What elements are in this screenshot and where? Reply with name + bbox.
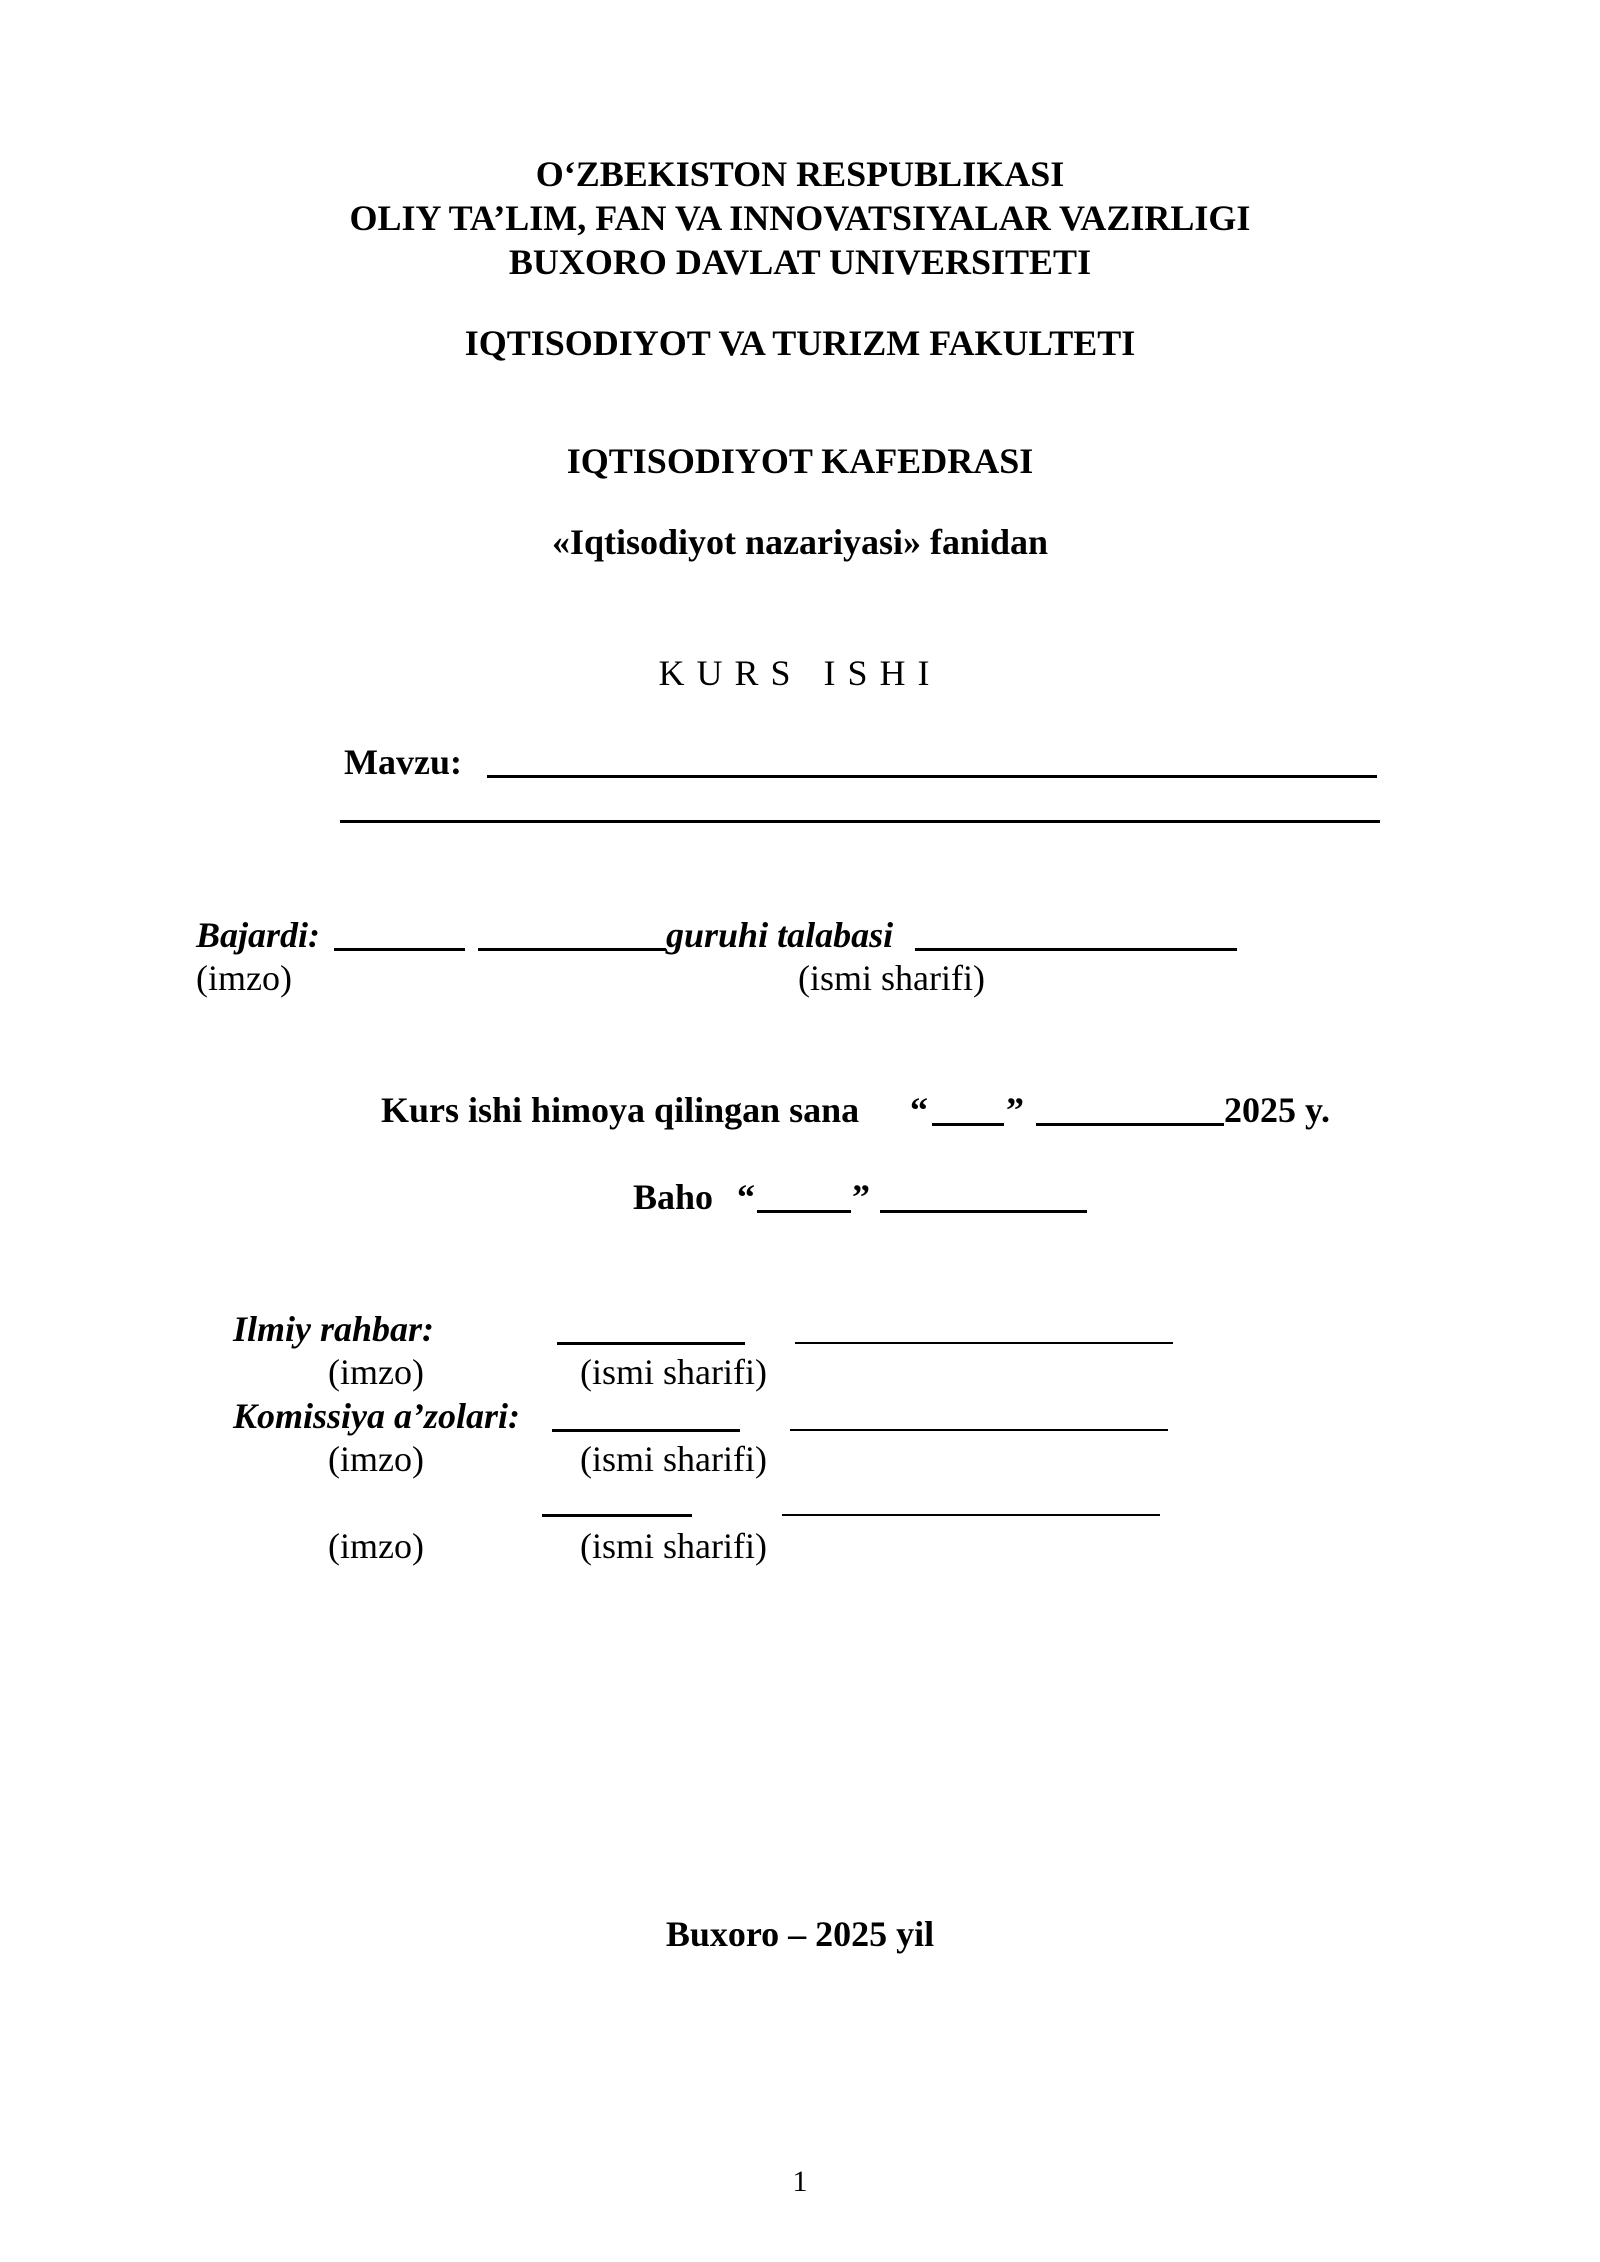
department-title: IQTISODIYOT KAFEDRASI bbox=[566, 441, 1034, 481]
commission-1-imzo-caption: (imzo) bbox=[328, 1439, 424, 1479]
subject-line: «Iqtisodiyot nazariyasi» fanidan bbox=[551, 522, 1049, 562]
supervisor-imzo-caption: (imzo) bbox=[328, 1352, 424, 1392]
document-type: KURS ISHI bbox=[658, 653, 942, 693]
defense-month-line bbox=[1036, 1123, 1224, 1126]
performer-imzo-caption: (imzo) bbox=[196, 958, 292, 998]
defense-day-line bbox=[932, 1123, 1004, 1126]
commission-2-imzo-caption: (imzo) bbox=[328, 1526, 424, 1566]
performer-name-line bbox=[915, 948, 1237, 951]
commission-1-name-line bbox=[790, 1429, 1168, 1431]
grade-close-quote: ” bbox=[852, 1177, 870, 1217]
supervisor-signature-line bbox=[557, 1342, 745, 1345]
country-title: O‘ZBEKISTON RESPUBLIKASI bbox=[535, 154, 1065, 194]
topic-line-1 bbox=[487, 775, 1377, 778]
grade-value-line bbox=[757, 1210, 851, 1213]
group-student-text: guruhi talabasi bbox=[666, 915, 894, 955]
topic-line-2 bbox=[340, 820, 1380, 823]
supervisor-label: Ilmiy rahbar: bbox=[233, 1309, 435, 1349]
faculty-title: IQTISODIYOT VA TURIZM FAKULTETI bbox=[464, 323, 1136, 363]
defense-date-text: Kurs ishi himoya qilingan sana bbox=[381, 1090, 860, 1130]
performer-name-caption: (ismi sharifi) bbox=[798, 958, 985, 998]
commission-label: Komissiya a’zolari: bbox=[233, 1396, 521, 1436]
defense-open-quote: “ bbox=[910, 1090, 928, 1130]
defense-year: 2025 y. bbox=[1224, 1090, 1331, 1130]
university-title: BUXORO DAVLAT UNIVERSITETI bbox=[508, 242, 1092, 282]
performer-signature-line bbox=[334, 948, 465, 951]
grade-open-quote: “ bbox=[737, 1177, 755, 1217]
page-number: 1 bbox=[792, 2165, 808, 2198]
performer-label: Bajardi: bbox=[196, 915, 321, 955]
topic-label: Mavzu: bbox=[344, 742, 462, 782]
commission-2-signature-line bbox=[542, 1514, 692, 1517]
place-year: Buxoro – 2025 yil bbox=[665, 1914, 935, 1954]
commission-1-signature-line bbox=[552, 1429, 740, 1432]
commission-1-name-caption: (ismi sharifi) bbox=[580, 1439, 767, 1479]
ministry-title: OLIY TA’LIM, FAN VA INNOVATSIYALAR VAZIRLIGI bbox=[349, 198, 1251, 238]
supervisor-name-line bbox=[795, 1342, 1173, 1344]
group-line bbox=[478, 948, 666, 951]
supervisor-name-caption: (ismi sharifi) bbox=[580, 1352, 767, 1392]
grade-words-line bbox=[880, 1210, 1087, 1213]
defense-close-quote: ” bbox=[1006, 1090, 1024, 1130]
commission-2-name-line bbox=[782, 1514, 1160, 1516]
commission-2-name-caption: (ismi sharifi) bbox=[580, 1526, 767, 1566]
grade-label: Baho bbox=[633, 1177, 714, 1217]
